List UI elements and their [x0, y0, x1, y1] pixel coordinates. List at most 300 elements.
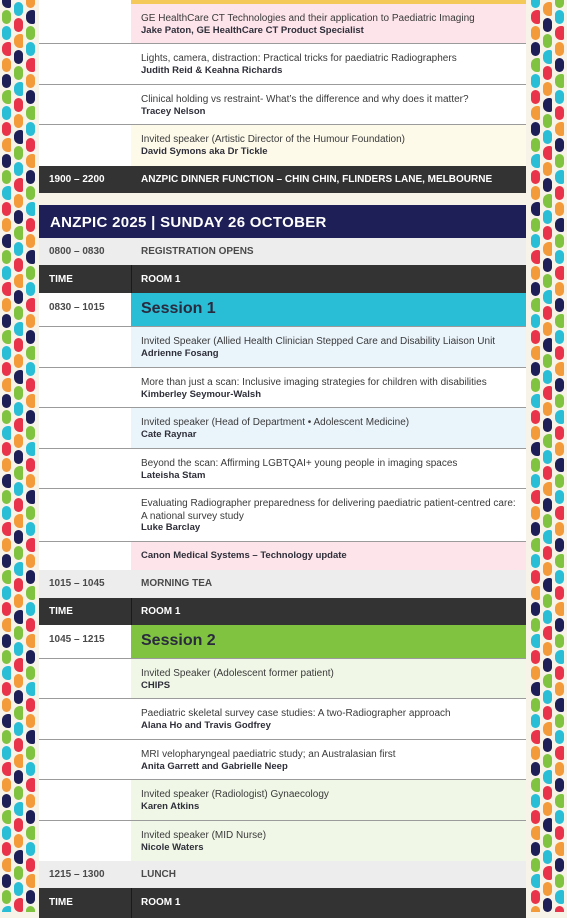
border-dot [26, 170, 35, 184]
border-dot [2, 650, 11, 664]
border-dot [26, 26, 35, 40]
table-header-row [39, 888, 526, 918]
day-title: ANZPIC 2025 | SUNDAY 26 OCTOBER [50, 214, 327, 231]
talk-title: Clinical holding vs restraint- What’s the difference and why does it matter? [141, 94, 469, 105]
border-dot [531, 58, 540, 72]
border-dot [531, 282, 540, 296]
border-dot [14, 754, 23, 768]
border-dot [543, 338, 552, 352]
border-dot [2, 842, 11, 856]
decorative-border-left [0, 0, 38, 912]
talk-speaker: David Symons aka Dr Tickle [141, 146, 268, 157]
talk-speaker: Judith Reid & Keahna Richards [141, 65, 283, 76]
border-dot [2, 474, 11, 488]
border-dot [543, 466, 552, 480]
border-dot [14, 802, 23, 816]
border-dot [543, 802, 552, 816]
talk-title: Beyond the scan: Affirming LGBTQAI+ young people in imaging spaces [141, 458, 458, 469]
border-dot [14, 898, 23, 912]
border-dot [555, 794, 564, 808]
border-dot [2, 26, 11, 40]
talk-row [39, 408, 526, 449]
border-dot [531, 90, 540, 104]
talk-speaker: CHIPS [141, 680, 171, 691]
registration-row [39, 238, 526, 265]
border-dot [543, 162, 552, 176]
border-dot [543, 626, 552, 640]
border-dot [531, 186, 540, 200]
border-dot [555, 10, 564, 24]
border-dot [2, 298, 11, 312]
border-dot [26, 266, 35, 280]
room-header: ROOM 1 [141, 606, 181, 617]
border-dot [531, 778, 540, 792]
border-dot [2, 570, 11, 584]
talk-title: MRI velopharyngeal paediatric study; an Australasian first [141, 749, 396, 760]
session1-time: 0830 – 1015 [49, 302, 105, 313]
talk-title: Evaluating Radiographer preparedness for delivering paediatric patient-centred care: A national survey study [141, 498, 516, 522]
border-dot [26, 602, 35, 616]
border-dot [531, 890, 540, 904]
border-dot [543, 418, 552, 432]
border-dot [531, 122, 540, 136]
border-dot [2, 634, 11, 648]
border-dot [543, 674, 552, 688]
border-dot [2, 0, 11, 8]
border-dot [531, 0, 540, 8]
border-dot [543, 690, 552, 704]
border-dot [2, 746, 11, 760]
border-dot [543, 578, 552, 592]
border-dot [14, 738, 23, 752]
border-dot [555, 234, 564, 248]
talk-row [39, 125, 526, 166]
border-dot [531, 730, 540, 744]
border-dot [531, 234, 540, 248]
border-dot [26, 362, 35, 376]
border-dot [26, 138, 35, 152]
border-dot [555, 202, 564, 216]
border-dot [2, 282, 11, 296]
border-dot [543, 898, 552, 912]
border-dot [14, 242, 23, 256]
talk-title: Invited speaker (Radiologist) Gynaecology [141, 789, 329, 800]
border-dot [531, 586, 540, 600]
border-dot [543, 498, 552, 512]
talk-speaker: Kimberley Seymour-Walsh [141, 389, 262, 400]
border-dot [14, 610, 23, 624]
border-dot [543, 34, 552, 48]
border-dot [26, 794, 35, 808]
border-dot [26, 746, 35, 760]
border-dot [14, 546, 23, 560]
border-dot [531, 650, 540, 664]
border-dot [26, 74, 35, 88]
border-dot [555, 490, 564, 504]
dinner-row [39, 166, 526, 193]
border-dot [555, 442, 564, 456]
border-dot [543, 114, 552, 128]
border-dot [26, 250, 35, 264]
border-dot [531, 442, 540, 456]
border-dot [543, 738, 552, 752]
border-dot [2, 906, 11, 912]
border-dot [14, 338, 23, 352]
border-dot [531, 474, 540, 488]
border-dot [531, 858, 540, 872]
border-dot [26, 90, 35, 104]
border-dot [543, 354, 552, 368]
lunch-time: 1215 – 1300 [49, 869, 105, 880]
border-dot [531, 842, 540, 856]
border-dot [555, 330, 564, 344]
border-dot [14, 866, 23, 880]
border-dot [14, 850, 23, 864]
border-dot [2, 602, 11, 616]
border-dot [26, 730, 35, 744]
border-dot [543, 706, 552, 720]
border-dot [2, 266, 11, 280]
border-dot [543, 274, 552, 288]
day-heading [39, 205, 526, 238]
talk-row [39, 368, 526, 408]
border-dot [555, 522, 564, 536]
border-dot [555, 122, 564, 136]
border-dot [531, 138, 540, 152]
border-dot [2, 410, 11, 424]
border-dot [2, 458, 11, 472]
border-dot [26, 202, 35, 216]
border-dot [26, 106, 35, 120]
border-dot [543, 178, 552, 192]
border-dot [531, 266, 540, 280]
border-dot [555, 506, 564, 520]
border-dot [531, 378, 540, 392]
border-dot [14, 274, 23, 288]
border-dot [531, 170, 540, 184]
border-dot [531, 538, 540, 552]
border-dot [531, 314, 540, 328]
border-dot [26, 154, 35, 168]
border-dot [2, 522, 11, 536]
border-dot [14, 562, 23, 576]
border-dot [555, 186, 564, 200]
border-dot [14, 178, 23, 192]
border-dot [26, 618, 35, 632]
border-dot [26, 842, 35, 856]
border-dot [531, 490, 540, 504]
border-dot [543, 402, 552, 416]
border-dot [531, 250, 540, 264]
talk-title: Invited speaker (MID Nurse) [141, 830, 267, 841]
border-dot [26, 906, 35, 912]
border-dot [531, 554, 540, 568]
border-dot [26, 394, 35, 408]
border-dot [26, 298, 35, 312]
border-dot [531, 666, 540, 680]
border-dot [26, 714, 35, 728]
time-header: TIME [49, 606, 73, 617]
border-dot [26, 330, 35, 344]
border-dot [555, 858, 564, 872]
border-dot [543, 50, 552, 64]
border-dot [26, 186, 35, 200]
border-dot [26, 314, 35, 328]
border-dot [543, 818, 552, 832]
border-dot [14, 258, 23, 272]
border-dot [26, 666, 35, 680]
border-dot [543, 562, 552, 576]
sponsor-label: Canon Medical Systems – Technology update [141, 550, 347, 561]
talk-title: Invited speaker (Head of Department • Adolescent Medicine) [141, 417, 410, 428]
border-dot [2, 170, 11, 184]
border-dot [543, 850, 552, 864]
border-dot [14, 482, 23, 496]
border-dot [14, 162, 23, 176]
border-dot [555, 874, 564, 888]
border-dot [543, 18, 552, 32]
border-dot [555, 618, 564, 632]
border-dot [2, 698, 11, 712]
border-dot [14, 882, 23, 896]
morning-tea-row [39, 570, 526, 598]
border-dot [531, 426, 540, 440]
border-dot [555, 842, 564, 856]
border-dot [2, 762, 11, 776]
session2-time: 1045 – 1215 [49, 634, 105, 645]
table-header-row [39, 265, 526, 293]
border-dot [26, 58, 35, 72]
border-dot [2, 122, 11, 136]
talk-row [39, 821, 526, 861]
talk-row [39, 659, 526, 699]
border-dot [2, 138, 11, 152]
border-dot [26, 874, 35, 888]
border-dot [14, 530, 23, 544]
border-dot [2, 826, 11, 840]
border-dot [26, 890, 35, 904]
border-dot [555, 570, 564, 584]
border-dot [543, 82, 552, 96]
border-dot [555, 282, 564, 296]
border-dot [555, 714, 564, 728]
border-dot [14, 594, 23, 608]
border-dot [2, 874, 11, 888]
border-dot [14, 82, 23, 96]
border-dot [26, 426, 35, 440]
border-dot [555, 314, 564, 328]
border-dot [2, 714, 11, 728]
border-dot [555, 378, 564, 392]
talk-title: Invited Speaker (Allied Health Clinician Stepped Care and Disability Liaison Unit [141, 336, 496, 347]
border-dot [555, 746, 564, 760]
border-dot [543, 722, 552, 736]
border-dot [26, 650, 35, 664]
border-dot [26, 506, 35, 520]
border-dot [2, 234, 11, 248]
border-dot [26, 554, 35, 568]
border-dot [531, 154, 540, 168]
border-dot [14, 50, 23, 64]
border-dot [26, 858, 35, 872]
registration-time: 0800 – 0830 [49, 246, 105, 257]
morning-tea-label: MORNING TEA [141, 578, 213, 589]
talk-speaker: Alana Ho and Travis Godfrey [141, 720, 271, 731]
border-dot [531, 618, 540, 632]
border-dot [2, 682, 11, 696]
border-dot [26, 282, 35, 296]
border-dot [14, 130, 23, 144]
lunch-label: LUNCH [141, 869, 176, 880]
border-dot [26, 538, 35, 552]
border-dot [555, 154, 564, 168]
border-dot [531, 202, 540, 216]
border-dot [543, 834, 552, 848]
border-dot [555, 906, 564, 912]
border-dot [2, 90, 11, 104]
border-dot [543, 658, 552, 672]
border-dot [555, 762, 564, 776]
border-dot [555, 458, 564, 472]
border-dot [543, 242, 552, 256]
border-dot [2, 586, 11, 600]
border-dot [26, 410, 35, 424]
border-dot [531, 522, 540, 536]
border-dot [14, 818, 23, 832]
border-dot [531, 26, 540, 40]
border-dot [555, 0, 564, 8]
border-dot [2, 346, 11, 360]
border-dot [555, 650, 564, 664]
border-dot [543, 866, 552, 880]
talk-row [39, 44, 526, 85]
morning-tea-time: 1015 – 1045 [49, 578, 105, 589]
talk-speaker: Anita Garrett and Gabrielle Neep [141, 761, 288, 772]
border-dot [531, 682, 540, 696]
talk-speaker: Tracey Nelson [141, 106, 206, 117]
border-dot [26, 586, 35, 600]
border-dot [2, 794, 11, 808]
border-dot [543, 610, 552, 624]
border-dot [14, 194, 23, 208]
border-dot [2, 426, 11, 440]
border-dot [26, 458, 35, 472]
border-dot [2, 666, 11, 680]
border-dot [14, 674, 23, 688]
border-dot [2, 74, 11, 88]
border-dot [543, 786, 552, 800]
border-dot [543, 98, 552, 112]
border-dot [2, 538, 11, 552]
border-dot [14, 786, 23, 800]
border-dot [2, 730, 11, 744]
border-dot [26, 522, 35, 536]
border-dot [26, 682, 35, 696]
border-dot [2, 154, 11, 168]
border-dot [26, 442, 35, 456]
border-dot [14, 306, 23, 320]
border-dot [26, 234, 35, 248]
talk-row [39, 449, 526, 489]
border-dot [14, 658, 23, 672]
border-dot [26, 378, 35, 392]
border-dot [531, 298, 540, 312]
border-dot [26, 778, 35, 792]
border-dot [543, 210, 552, 224]
border-dot [14, 626, 23, 640]
border-dot [555, 250, 564, 264]
border-dot [555, 170, 564, 184]
border-dot [14, 402, 23, 416]
border-dot [531, 602, 540, 616]
border-dot [2, 186, 11, 200]
border-dot [26, 826, 35, 840]
border-dot [555, 362, 564, 376]
room-header: ROOM 1 [141, 897, 181, 908]
border-dot [555, 890, 564, 904]
border-dot [14, 498, 23, 512]
border-dot [555, 602, 564, 616]
border-dot [531, 394, 540, 408]
border-dot [14, 18, 23, 32]
border-dot [555, 74, 564, 88]
border-dot [531, 458, 540, 472]
border-dot [2, 218, 11, 232]
border-dot [543, 530, 552, 544]
talk-row [39, 489, 526, 542]
border-dot [531, 906, 540, 912]
border-dot [543, 450, 552, 464]
border-dot [531, 362, 540, 376]
border-dot [26, 474, 35, 488]
border-dot [543, 594, 552, 608]
border-dot [14, 466, 23, 480]
talk-title: Invited Speaker (Adolescent former patient) [141, 668, 334, 679]
border-dot [26, 122, 35, 136]
border-dot [2, 10, 11, 24]
talk-row [39, 4, 526, 44]
border-dot [26, 42, 35, 56]
talk-row [39, 85, 526, 125]
border-dot [543, 322, 552, 336]
border-dot [531, 10, 540, 24]
border-dot [555, 298, 564, 312]
lunch-row [39, 861, 526, 888]
table-header-row [39, 598, 526, 625]
room-header: ROOM 1 [141, 274, 181, 285]
border-dot [2, 250, 11, 264]
border-dot [2, 58, 11, 72]
border-dot [14, 434, 23, 448]
border-dot [555, 810, 564, 824]
border-dot [14, 834, 23, 848]
border-dot [2, 330, 11, 344]
border-dot [14, 290, 23, 304]
border-dot [555, 554, 564, 568]
border-dot [2, 858, 11, 872]
border-dot [543, 882, 552, 896]
border-dot [26, 634, 35, 648]
border-dot [26, 218, 35, 232]
border-dot [543, 146, 552, 160]
border-dot [26, 810, 35, 824]
border-dot [2, 314, 11, 328]
border-dot [2, 42, 11, 56]
border-dot [26, 346, 35, 360]
border-dot [14, 386, 23, 400]
border-dot [531, 762, 540, 776]
border-dot [531, 794, 540, 808]
